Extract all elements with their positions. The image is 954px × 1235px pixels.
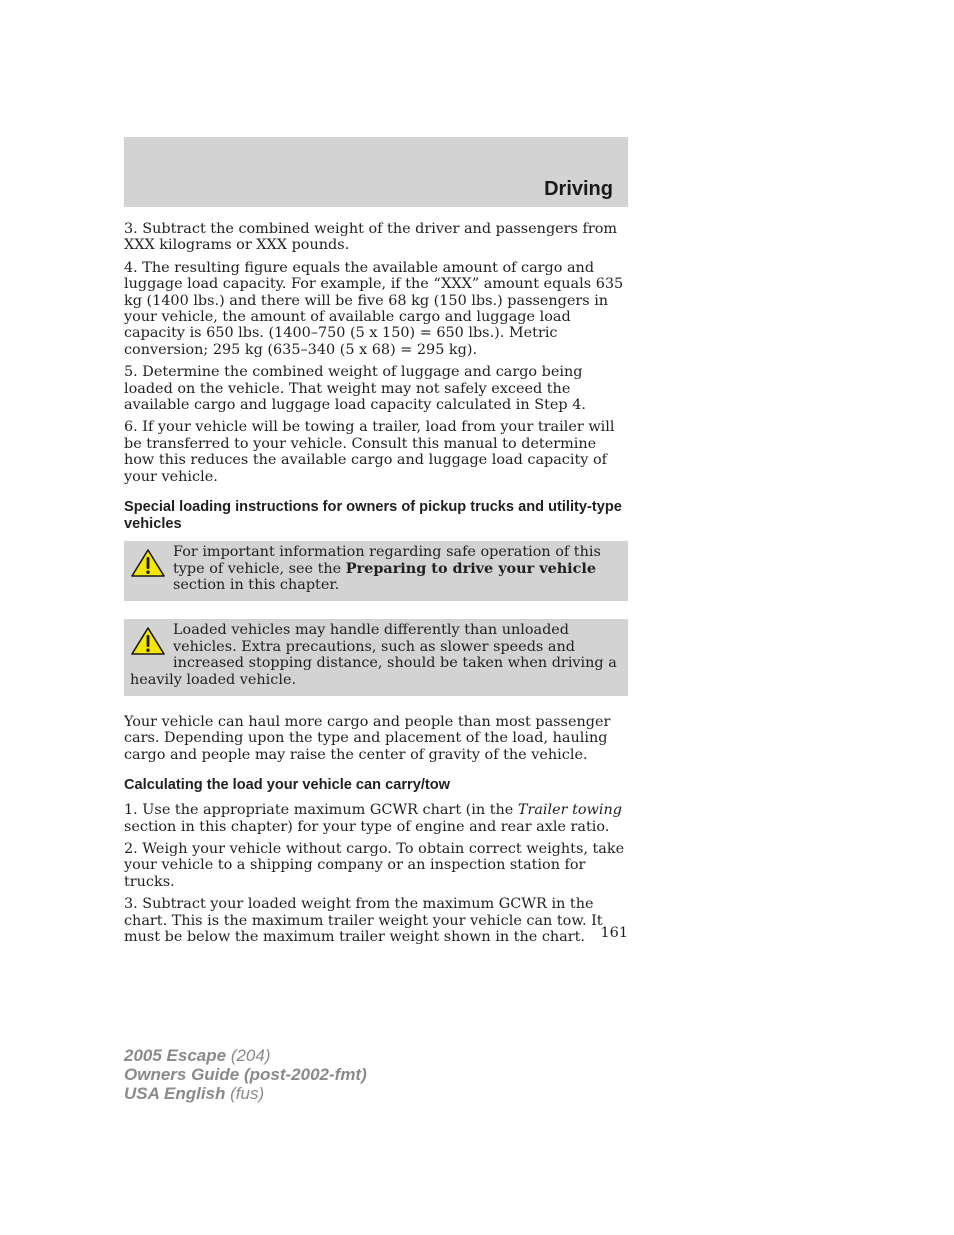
calc-step-3: 3. Subtract your loaded weight from the maximum GCWR in the chart. This is the maximum trailer weight your vehicle can tow. It must be below the maximum trailer weight shown in the chart. (124, 896, 603, 945)
step-5: 5. Determine the combined weight of luggage and cargo being loaded on the vehicle. That weight may not safely exceed the available cargo and luggage load capacity calculated in Step 4. (124, 364, 586, 414)
warning-box-loaded-vehicles (124, 619, 628, 696)
calc-step-1: 1. Use the appropriate maximum GCWR chart (in the Trailer towing section in this chapter) for your type of engine and rear axle ratio. (124, 802, 622, 835)
footer-line-guide: Owners Guide (post-2002-fmt) (124, 1065, 367, 1084)
section-title: Driving (544, 178, 613, 200)
warning-triangle-icon (130, 548, 166, 578)
special-loading-heading: Special loading instructions for owners of pickup trucks and utility-type vehicles (124, 499, 622, 533)
warning-triangle-icon (130, 626, 166, 656)
step-4: 4. The resulting figure equals the available amount of cargo and luggage load capacity. For example, if the “XXX” amount equals 635 kg (1400 lbs.) and there will be five 68 kg (150 lbs.) passengers in your vehicle, the amount of available cargo and luggage load capacity is 650 lbs. (1400–750 (5 x 150) = 650 lbs.). Metric conversion; 295 kg (635–340 (5 x 68) = 295 kg). (124, 259, 624, 358)
haul-paragraph: Your vehicle can haul more cargo and people than most passenger cars. Depending upon the type and placement of the load, hauling cargo and people may raise the center of gravity of the vehicle. (124, 713, 611, 763)
step-6: 6. If your vehicle will be towing a trailer, load from your trailer will be transferred to your vehicle. Consult this manual to determine how this reduces the available cargo and luggage load capacity of your vehicle. (124, 419, 615, 485)
preparing-to-drive-reference: Preparing to drive your vehicle (345, 559, 597, 577)
warning-safe-operation-text: For important information regarding safe operation of this type of vehicle, see the Preparing to drive your vehicle section in this chapter. (173, 544, 601, 593)
calc-step-2: 2. Weigh your vehicle without cargo. To obtain correct weights, take your vehicle to a shipping company or an inspection station for trucks. (124, 840, 625, 890)
step-3: 3. Subtract the combined weight of the driver and passengers from XXX kilograms or XXX pounds. (124, 221, 618, 254)
footer-line-model: 2005 Escape (204) (124, 1046, 271, 1065)
calculating-load-heading: Calculating the load your vehicle can carry/tow (124, 777, 451, 794)
document-footer (124, 1046, 367, 1103)
footer-line-language: USA English (fus) (124, 1084, 265, 1103)
warning-box-safe-operation (124, 541, 628, 601)
warning-loaded-vehicles-text: Loaded vehicles may handle differently than unloaded vehicles. Extra precautions, such as slower speeds and increased stopping distance, should be taken when driving a heavily loaded vehicle. (130, 622, 617, 688)
section-header-band (124, 137, 628, 207)
page-content (124, 221, 628, 951)
page-number: 161 (600, 925, 628, 941)
trailer-towing-reference: Trailer towing (517, 802, 622, 819)
